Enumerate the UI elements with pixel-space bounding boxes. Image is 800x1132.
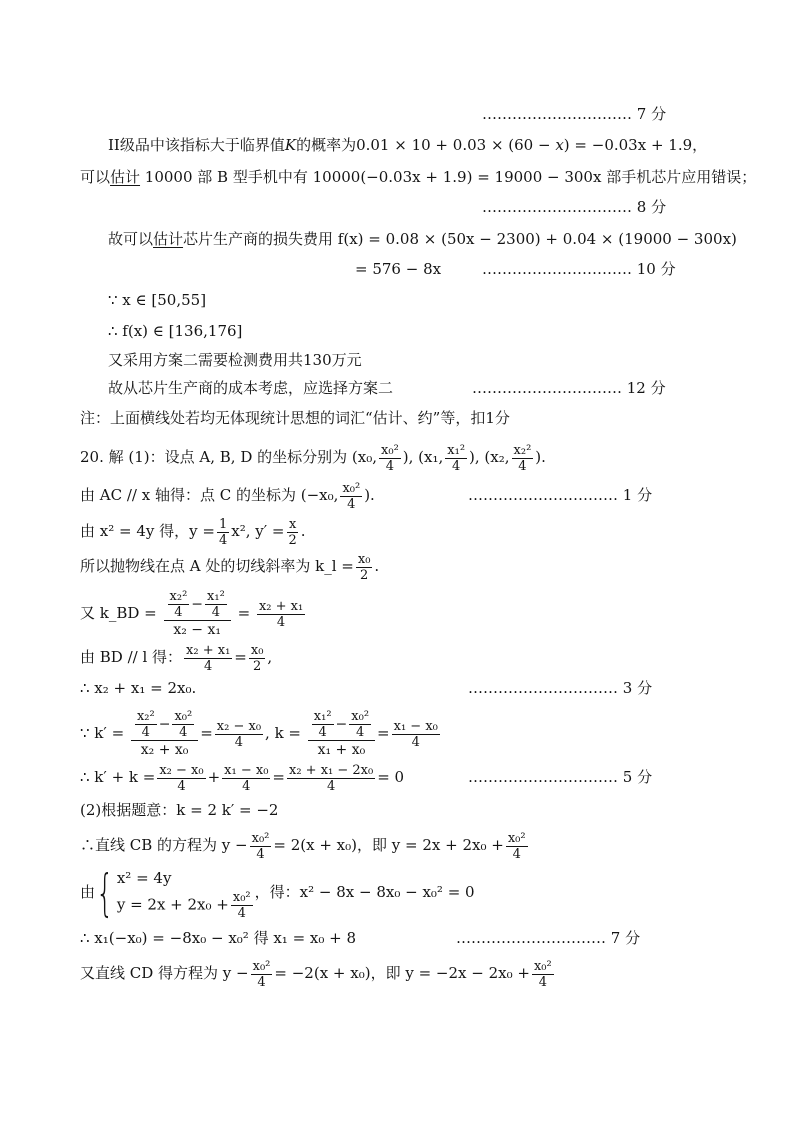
operator: = bbox=[272, 768, 285, 786]
text-segment: 又 k_BD = bbox=[80, 604, 157, 622]
fraction bbox=[506, 831, 528, 862]
denominator: 4 bbox=[242, 778, 251, 794]
text-segment: 芯片生产商的损失费用 f(x) = 0.08 × (50x − 2300) + 0.04 × (19000 − 300x) bbox=[183, 230, 737, 248]
fraction bbox=[257, 599, 305, 630]
text-line bbox=[80, 549, 379, 583]
score-mark: ………………………… 7 分 bbox=[456, 929, 641, 947]
operator: = bbox=[200, 724, 213, 742]
underlined-keyword: 估计 bbox=[110, 168, 141, 186]
fraction bbox=[251, 959, 273, 990]
denominator: 4 bbox=[174, 605, 183, 620]
numerator: x₂ + x₁ bbox=[258, 598, 304, 614]
numerator: x₂² bbox=[169, 589, 188, 604]
fraction bbox=[379, 443, 401, 474]
fraction bbox=[512, 443, 534, 474]
numerator: x₀ bbox=[250, 642, 264, 658]
operator: − bbox=[191, 596, 204, 613]
denominator: 4 bbox=[141, 725, 150, 740]
brace: { bbox=[96, 864, 114, 922]
denominator: 2 bbox=[252, 658, 262, 674]
text-segment: ) = −0.03x + 1.9， bbox=[563, 136, 708, 154]
compound-fraction bbox=[308, 709, 375, 759]
text-segment: 10000 部 B 型手机中有 10000(−0.03x + 1.9) = 19000 − 300x 部手机芯片应用错误； bbox=[140, 168, 757, 186]
denominator: 4 bbox=[234, 734, 244, 750]
text-segment: 可以 bbox=[80, 168, 111, 186]
numerator: x₂ − x₀ bbox=[159, 762, 204, 778]
text-line: = 576 − 8x bbox=[355, 260, 442, 278]
text-segment: 的概率为0.01 × 10 + 0.03 × (60 − bbox=[296, 136, 556, 154]
compound-fraction bbox=[164, 589, 231, 639]
numerator: x₀² bbox=[533, 958, 552, 974]
text-line bbox=[80, 828, 530, 862]
denominator: x₁ + x₀ bbox=[317, 742, 366, 758]
fraction bbox=[287, 763, 375, 794]
operator: + bbox=[207, 768, 221, 786]
text-line bbox=[108, 135, 707, 155]
numerator: x₀ bbox=[357, 551, 371, 567]
fraction bbox=[205, 589, 227, 620]
fraction bbox=[172, 709, 194, 740]
numerator: x₀² bbox=[381, 442, 399, 458]
text-line bbox=[80, 586, 307, 640]
numerator: x₁ − x₀ bbox=[393, 718, 438, 734]
text-segment: ，得：x² − 8x − 8x₀ − x₀² = 0 bbox=[254, 883, 475, 901]
text-line bbox=[80, 514, 306, 548]
text-line: ∵ x ∈ [50,55] bbox=[108, 291, 207, 309]
numerator: x₁² bbox=[313, 709, 332, 724]
text-segment: 由 x² = 4y 得，y = bbox=[80, 522, 215, 540]
denominator: 4 bbox=[177, 778, 186, 794]
fraction bbox=[168, 589, 190, 620]
numerator: x₀² bbox=[232, 889, 251, 905]
text-line: 由 BD // l 得： $\frac{\text{x₂ + x₁}}{4}$ = $\frac{\text{x₀}}{2}$ , bbox=[80, 642, 273, 674]
fraction bbox=[135, 709, 157, 740]
text-segment: 故可以 bbox=[108, 230, 154, 248]
numerator: x₀² bbox=[351, 709, 370, 724]
text-segment: , k = bbox=[265, 724, 301, 742]
text-segment: II级品中该指标大于临界值 bbox=[108, 136, 285, 154]
text-segment: y = 2x + 2x₀ + bbox=[116, 895, 229, 913]
denominator: 4 bbox=[256, 846, 265, 862]
text-segment: . bbox=[300, 522, 306, 540]
text-line bbox=[80, 956, 556, 990]
numerator: 1 bbox=[218, 516, 228, 532]
text-segment: ∵ k′ = bbox=[80, 724, 125, 742]
operator: − bbox=[335, 716, 348, 733]
denominator: 4 bbox=[211, 605, 221, 620]
fraction bbox=[349, 709, 371, 740]
text-line: (2)根据题意：k = 2 k′ = −2 bbox=[80, 801, 279, 819]
denominator: 4 bbox=[237, 905, 246, 921]
text-segment: . bbox=[374, 557, 380, 575]
text-line: 20. 解 (1)：设点 A, B, D 的坐标分别为 (x₀, $\frac{\text{x₀²}}{4}$ ), (x₁, $\frac{\text{x₁²}}{4}$ ), (x₂, $\frac{\text{x₂²}}{4}$ ). bbox=[80, 442, 546, 474]
text-segment: 所以抛物线在点 A 处的切线斜率为 k_l = bbox=[80, 557, 354, 575]
numerator: x₀² bbox=[174, 709, 193, 724]
numerator: x₀² bbox=[342, 480, 361, 496]
text-line bbox=[80, 706, 442, 760]
denominator: 4 bbox=[179, 725, 188, 740]
denominator: 4 bbox=[204, 658, 213, 674]
equation: x² = 4y bbox=[116, 868, 172, 887]
fraction bbox=[217, 517, 229, 548]
variable: K bbox=[284, 136, 297, 154]
numerator: x₀² bbox=[507, 830, 526, 846]
fraction bbox=[340, 481, 362, 512]
denominator: 4 bbox=[411, 734, 420, 750]
numerator: x₀² bbox=[251, 830, 270, 846]
denominator: 4 bbox=[318, 725, 327, 740]
score-mark: ………………………… 10 分 bbox=[482, 260, 676, 278]
numerator: x₂² bbox=[513, 442, 532, 458]
fraction bbox=[532, 959, 554, 990]
math-term: x₀ bbox=[357, 448, 373, 466]
text-line: ∴ x₁(−x₀) = −8x₀ − x₀² 得 x₁ = x₀ + 8 bbox=[80, 929, 357, 947]
text-line bbox=[80, 760, 404, 794]
fraction bbox=[157, 763, 205, 794]
score-mark: ………………………… 3 分 bbox=[468, 679, 653, 697]
text-line: 又采用方案二需要检测费用共130万元 bbox=[108, 351, 362, 369]
text-segment: 又直线 CD 得方程为 y − bbox=[80, 964, 249, 982]
text-segment: = 0 bbox=[377, 768, 405, 786]
score-mark: ………………………… 12 分 bbox=[472, 379, 666, 397]
fraction bbox=[249, 643, 266, 674]
fraction bbox=[312, 709, 334, 740]
equation bbox=[117, 890, 255, 921]
text-line bbox=[80, 864, 475, 921]
text-segment: 20. 解 (1)：设点 A, B, D 的坐标分别为 bbox=[80, 448, 348, 466]
denominator: 4 bbox=[356, 725, 365, 740]
score-mark: ………………………… 8 分 bbox=[482, 198, 667, 216]
fraction bbox=[222, 763, 270, 794]
text-segment: = −2(x + x₀)，即 y = −2x − 2x₀ + bbox=[274, 964, 530, 982]
variable: x bbox=[555, 136, 564, 154]
operator: = bbox=[377, 724, 390, 742]
text-line bbox=[108, 229, 737, 249]
denominator: 4 bbox=[257, 974, 266, 990]
denominator: 4 bbox=[326, 778, 336, 794]
text-segment: = 2(x + x₀)，即 y = 2x + 2x₀ + bbox=[273, 836, 504, 854]
fraction bbox=[392, 719, 440, 750]
fraction bbox=[286, 517, 298, 548]
text-line bbox=[80, 167, 756, 187]
fraction bbox=[445, 443, 467, 474]
text-line: 故从芯片生产商的成本考虑，应选择方案二 bbox=[108, 379, 394, 397]
denominator: x₂ + x₀ bbox=[140, 742, 189, 758]
text-segment: ∴ k′ + k = bbox=[80, 768, 156, 786]
text-segment: 由 AC // x 轴得：点 C 的坐标为 bbox=[80, 486, 296, 504]
text-line: ∴ x₂ + x₁ = 2x₀. bbox=[80, 679, 197, 697]
numerator: x₁² bbox=[207, 589, 225, 604]
compound-fraction bbox=[131, 709, 198, 759]
denominator: x₂ − x₁ bbox=[173, 622, 221, 638]
numerator bbox=[308, 709, 375, 741]
fraction bbox=[215, 719, 263, 750]
score-mark: ………………………… 1 分 bbox=[468, 486, 653, 504]
numerator: x₀² bbox=[252, 958, 271, 974]
underlined-keyword: 估计 bbox=[153, 230, 184, 248]
note: 注：上面横线处若均无体现统计思想的词汇“估计、约”等，扣1分 bbox=[80, 409, 510, 427]
math-term: x₀ bbox=[319, 486, 334, 504]
operator: − bbox=[158, 716, 171, 733]
numerator: x₂ + x₁ − 2x₀ bbox=[289, 762, 374, 778]
text-segment: x², y′ = bbox=[231, 522, 285, 540]
numerator: x₁² bbox=[447, 442, 466, 458]
numerator: x₂² bbox=[136, 709, 155, 724]
operator: = bbox=[234, 648, 247, 666]
numerator: x₁ − x₀ bbox=[224, 762, 269, 778]
fraction bbox=[250, 831, 272, 862]
operator: = bbox=[237, 604, 251, 622]
equation-system bbox=[117, 866, 255, 921]
numerator: x₂ − x₀ bbox=[216, 718, 262, 734]
text-segment: 由 BD // l 得： bbox=[80, 648, 183, 666]
denominator: 4 bbox=[518, 458, 527, 474]
numerator: x₂ + x₁ bbox=[186, 642, 231, 658]
fraction bbox=[184, 643, 232, 674]
text-segment: ∴直线 CB 的方程为 y − bbox=[80, 836, 248, 854]
denominator: 4 bbox=[512, 846, 521, 862]
text-line: 由 AC // x 轴得：点 C 的坐标为 (−x₀, $\frac{\text{x₀²}}{4}$ ). bbox=[80, 480, 375, 512]
denominator: 2 bbox=[288, 532, 297, 548]
numerator: x bbox=[288, 516, 297, 532]
denominator: 2 bbox=[360, 567, 369, 583]
numerator bbox=[164, 589, 231, 621]
score-mark: ………………………… 7 分 bbox=[482, 105, 667, 123]
denominator: 4 bbox=[538, 974, 547, 990]
denominator: 4 bbox=[276, 614, 286, 630]
text-segment: 由 bbox=[80, 883, 96, 901]
fraction bbox=[231, 890, 253, 921]
numerator bbox=[131, 709, 198, 741]
denominator: 4 bbox=[347, 496, 356, 512]
fraction bbox=[356, 552, 373, 583]
denominator: 4 bbox=[452, 458, 461, 474]
denominator: 4 bbox=[385, 458, 395, 474]
denominator: 4 bbox=[218, 532, 228, 548]
score-mark: ………………………… 5 分 bbox=[468, 768, 653, 786]
text-line: ∴ f(x) ∈ [136,176] bbox=[108, 322, 243, 340]
